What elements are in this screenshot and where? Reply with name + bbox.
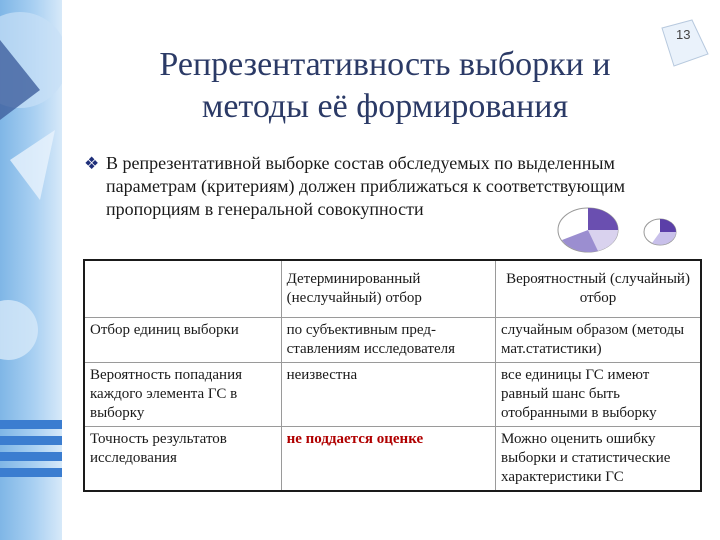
pie-chart-icons <box>556 196 696 256</box>
title-line-2: методы её формирования <box>201 88 569 125</box>
header-cell-deterministic: Детерминированный (неслучайный) отбор <box>281 260 495 318</box>
bullet-diamond-icon: ❖ <box>84 154 100 173</box>
table-row <box>84 427 701 492</box>
table-cell: случайным образом (методы мат.статистики) <box>496 318 701 363</box>
table-cell-highlight: не поддается оценке <box>281 427 495 492</box>
table-cell: по субъективным пред-ставлениям исследователя <box>281 318 495 363</box>
table-cell: неизвестна <box>281 363 495 427</box>
table-cell: Вероятность попадания каждого элемента ГС в выборку <box>84 363 281 427</box>
title-line-1: Репрезентативность выборки и <box>159 46 611 83</box>
decorative-sidebar <box>0 0 62 540</box>
header-cell-empty <box>84 260 281 318</box>
comparison-table <box>83 259 702 492</box>
table-row <box>84 318 701 363</box>
table-header-row <box>84 260 701 318</box>
table-cell: Можно оценить ошибку выборки и статистические характеристики ГС <box>496 427 701 492</box>
slide-title <box>105 44 665 128</box>
table-cell: все единицы ГС имеют равный шанс быть отобранными в выборку <box>496 363 701 427</box>
slide-number: 13 <box>676 27 691 42</box>
bullet-text: В репрезентативной выборке состав обследуемых по выделенным параметрам (критериям) должен приближаться к соответствующим пропорциям в генеральной совокупности <box>106 153 626 219</box>
table-row <box>84 363 701 427</box>
header-cell-probabilistic: Вероятностный (случайный) отбор <box>496 260 701 318</box>
table-cell: Отбор единиц выборки <box>84 318 281 363</box>
table-cell: Точность результатов исследования <box>84 427 281 492</box>
